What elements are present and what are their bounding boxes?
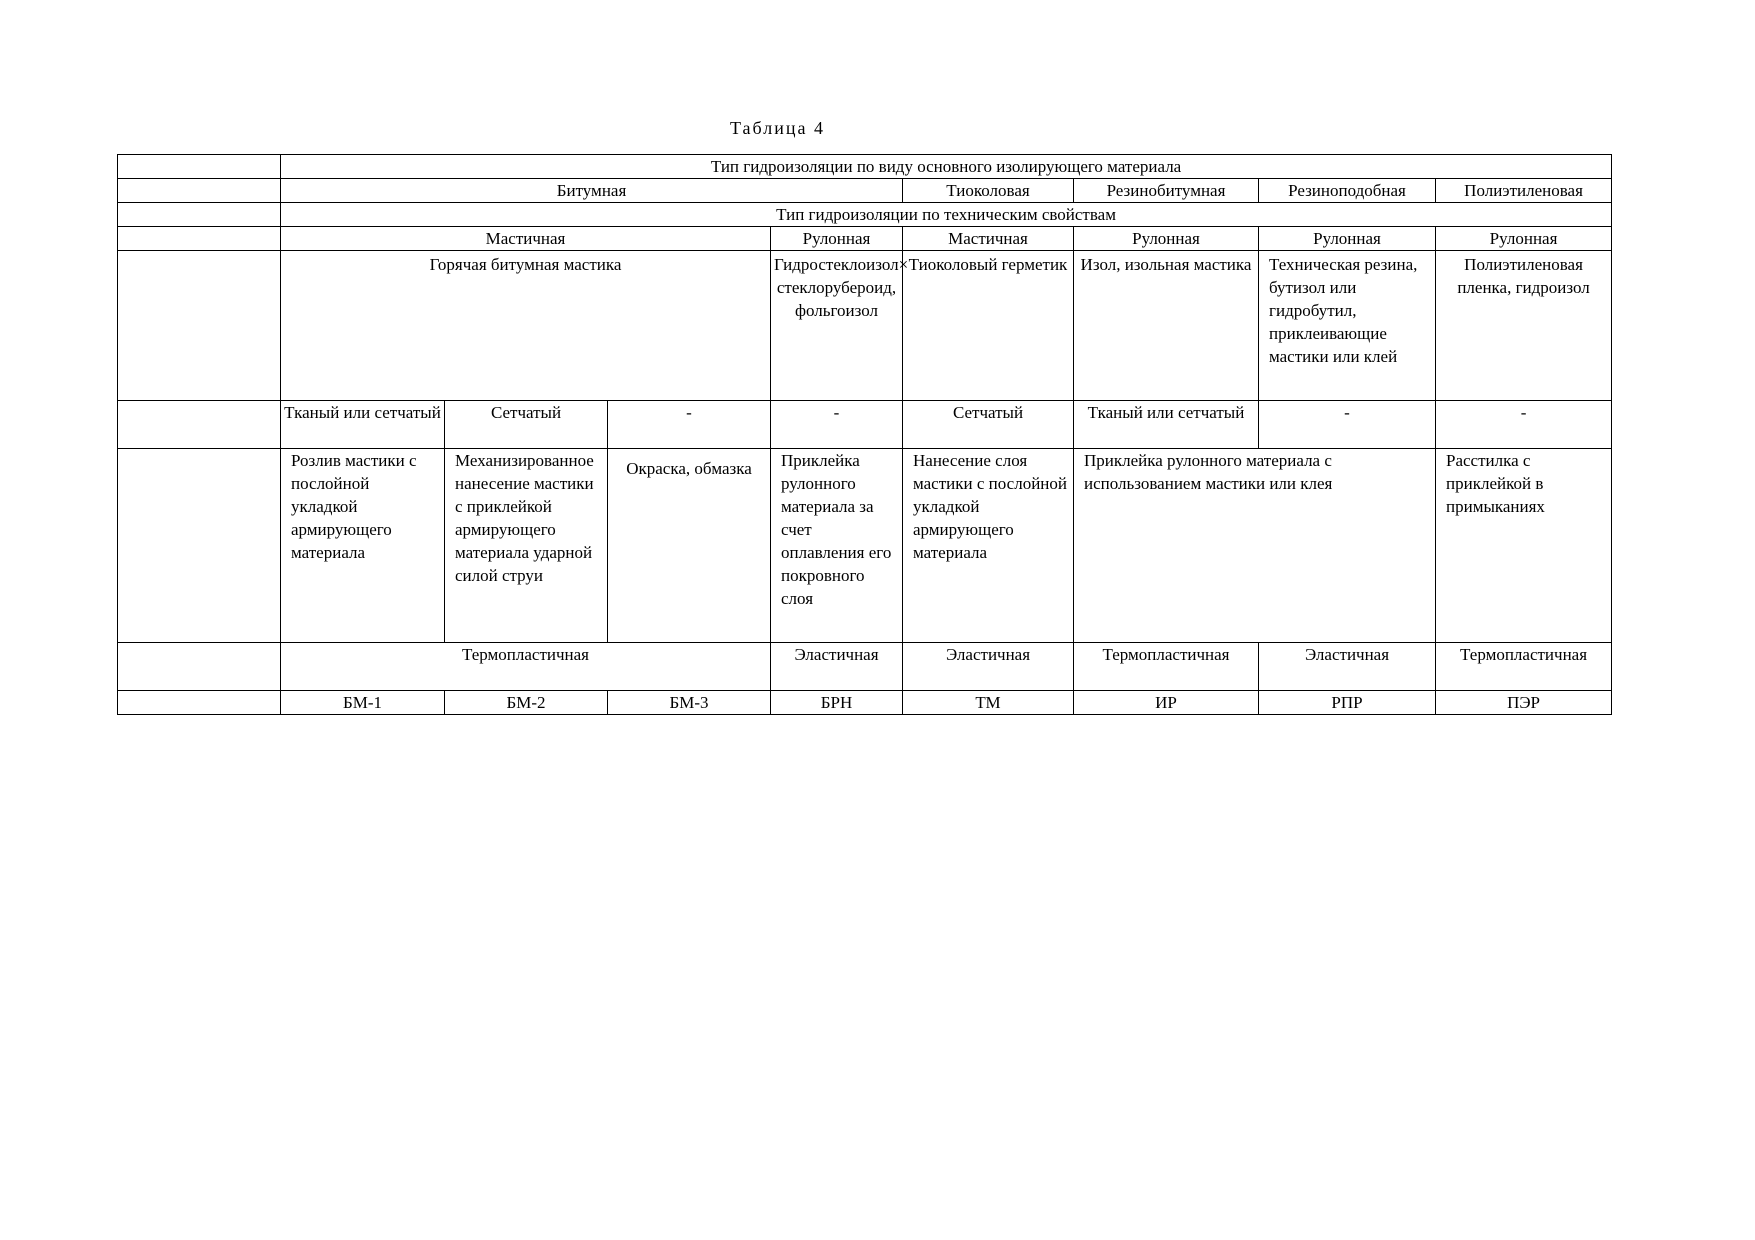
material-cell: Изол, изольная мастика [1074, 251, 1259, 401]
form-cell: Мастичная [903, 227, 1074, 251]
row-label-cell [118, 401, 281, 449]
type-by-material-header: Тип гидроизоляции по виду основного изолирующего материала [281, 155, 1612, 179]
row-label-cell [118, 251, 281, 401]
method-cell: Розлив мастики с послойной укладкой армирующего материала [281, 449, 445, 643]
form-cell: Рулонная [1074, 227, 1259, 251]
code-cell: БМ-2 [445, 691, 608, 715]
reinforcement-cell: Сетчатый [445, 401, 608, 449]
code-cell: ИР [1074, 691, 1259, 715]
material-cell: Гидростеклоизол× стеклорубероид, фольгоизол [771, 251, 903, 401]
reinforcement-cell: Тканый или сетчатый [1074, 401, 1259, 449]
row-label-cell [118, 691, 281, 715]
row-label-cell [118, 227, 281, 251]
reinforcement-cell: Сетчатый [903, 401, 1074, 449]
table-row [118, 227, 1612, 251]
type-by-properties-header: Тип гидроизоляции по техническим свойствам [281, 203, 1612, 227]
material-kind-cell: Резинобитумная [1074, 179, 1259, 203]
material-cell: Горячая битумная мастика [281, 251, 771, 401]
material-kind-cell: Резиноподобная [1259, 179, 1436, 203]
row-label-cell [118, 449, 281, 643]
property-cell: Эластичная [903, 643, 1074, 691]
row-label-cell [118, 179, 281, 203]
method-cell: Нанесение слоя мастики с послойной укладкой армирующего материала [903, 449, 1074, 643]
material-kind-cell: Полиэтиленовая [1436, 179, 1612, 203]
method-cell: Механизированное нанесение мастики с приклейкой армирующего материала ударной силой струи [445, 449, 608, 643]
reinforcement-cell: - [771, 401, 903, 449]
reinforcement-cell: - [1259, 401, 1436, 449]
method-cell: Приклейка рулонного материала за счет оплавления его покровного слоя [771, 449, 903, 643]
code-cell: БМ-1 [281, 691, 445, 715]
reinforcement-cell: - [608, 401, 771, 449]
table-row [118, 643, 1612, 691]
form-cell: Рулонная [1259, 227, 1436, 251]
method-cell: Окраска, обмазка [608, 449, 771, 643]
method-cell: Расстилка с приклейкой в примыканиях [1436, 449, 1612, 643]
row-label-cell [118, 155, 281, 179]
table-row [118, 691, 1612, 715]
form-cell: Рулонная [1436, 227, 1612, 251]
row-label-cell [118, 643, 281, 691]
table-row [118, 179, 1612, 203]
material-kind-cell: Тиоколовая [903, 179, 1074, 203]
waterproofing-types-table [117, 154, 1612, 715]
code-cell: ТМ [903, 691, 1074, 715]
table-row [118, 449, 1612, 643]
code-cell: БМ-3 [608, 691, 771, 715]
material-cell: Тиоколовый герметик [903, 251, 1074, 401]
form-cell: Мастичная [281, 227, 771, 251]
property-cell: Термопластичная [281, 643, 771, 691]
table-row [118, 251, 1612, 401]
code-cell: БРН [771, 691, 903, 715]
reinforcement-cell: Тканый или сетчатый [281, 401, 445, 449]
property-cell: Эластичная [1259, 643, 1436, 691]
material-kind-cell: Битумная [281, 179, 903, 203]
method-cell: Приклейка рулонного материала с использованием мастики или клея [1074, 449, 1436, 643]
form-cell: Рулонная [771, 227, 903, 251]
property-cell: Термопластичная [1436, 643, 1612, 691]
table-row [118, 155, 1612, 179]
table-row [118, 401, 1612, 449]
table-caption: Таблица 4 [730, 118, 825, 138]
material-cell: Полиэтиленовая пленка, гидроизол [1436, 251, 1612, 401]
property-cell: Термопластичная [1074, 643, 1259, 691]
table-row [118, 203, 1612, 227]
code-cell: РПР [1259, 691, 1436, 715]
reinforcement-cell: - [1436, 401, 1612, 449]
row-label-cell [118, 203, 281, 227]
code-cell: ПЭР [1436, 691, 1612, 715]
material-cell: Техническая резина, бутизол или гидробутил, приклеивающие мастики или клей [1259, 251, 1436, 401]
property-cell: Эластичная [771, 643, 903, 691]
